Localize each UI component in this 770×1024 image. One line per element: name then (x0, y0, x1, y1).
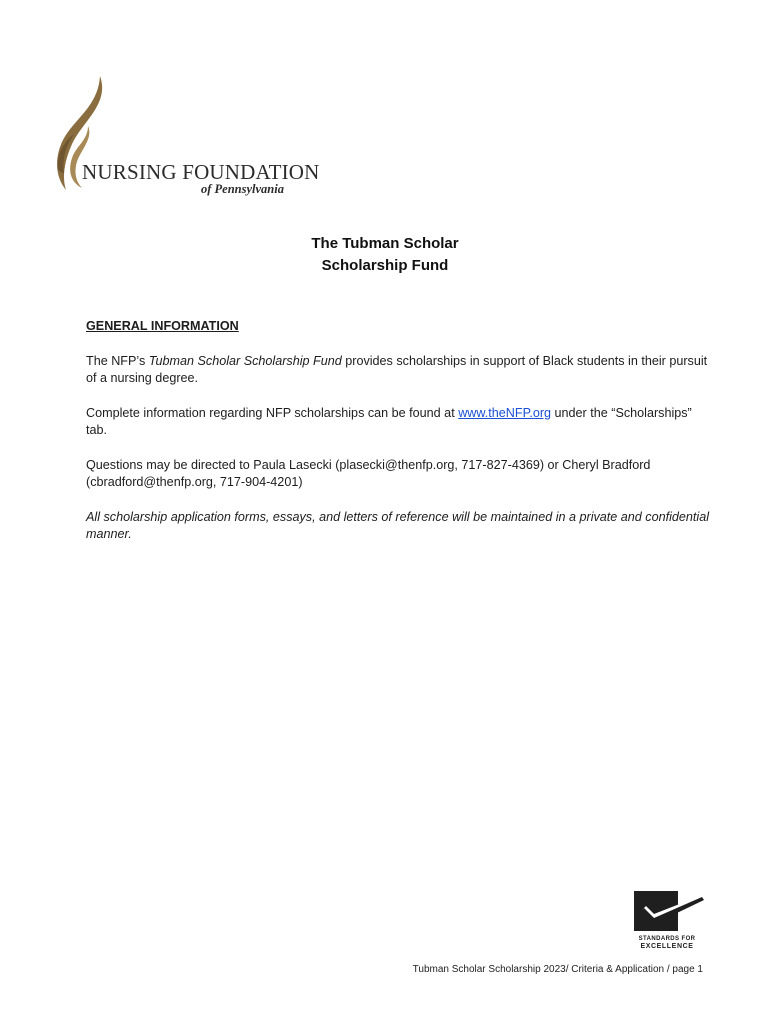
logo-subtitle: of Pennsylvania (201, 182, 284, 196)
paragraph-website (86, 405, 711, 440)
paragraph-contacts: Questions may be directed to Paula Lasecki (plasecki@thenfp.org, 717-827-4369) or Cheryl Bradford (cbradford@thenfp.org, 717-904-4201) (86, 457, 651, 489)
overview-prefix: The NFP’s (86, 353, 149, 368)
website-prefix: Complete information regarding NFP scholarships can be found at (86, 405, 459, 420)
title-line-1: The Tubman Scholar (311, 235, 459, 252)
general-information-section (86, 318, 711, 561)
document-title (0, 233, 770, 277)
section-heading: GENERAL INFORMATION (86, 319, 239, 333)
website-suffix: under the “Scholarships” tab. (86, 405, 692, 437)
logo-name: NURSING FOUNDATION (82, 160, 320, 184)
overview-suffix: provides scholarships in support of Black students in their pursuit of a nursing degree. (86, 353, 708, 385)
badge-line-1: STANDARDS FOR (638, 936, 696, 942)
title-line-2: Scholarship Fund (321, 257, 449, 274)
badge-caption (632, 936, 702, 950)
badge-line-2: EXCELLENCE (640, 943, 694, 950)
fund-name: Tubman Scholar Scholarship Fund (148, 353, 342, 368)
checkmark-seal-icon (630, 888, 706, 936)
paragraph-confidentiality: All scholarship application forms, essays, and letters of reference will be maintained in a private and confidential manner. (86, 509, 710, 541)
page-footer: Tubman Scholar Scholarship 2023/ Criteria & Application / page 1 (412, 964, 703, 975)
nfp-website-link[interactable]: www.theNFP.org (458, 405, 552, 420)
nfp-logo (52, 74, 320, 198)
paragraph-overview (86, 353, 711, 388)
